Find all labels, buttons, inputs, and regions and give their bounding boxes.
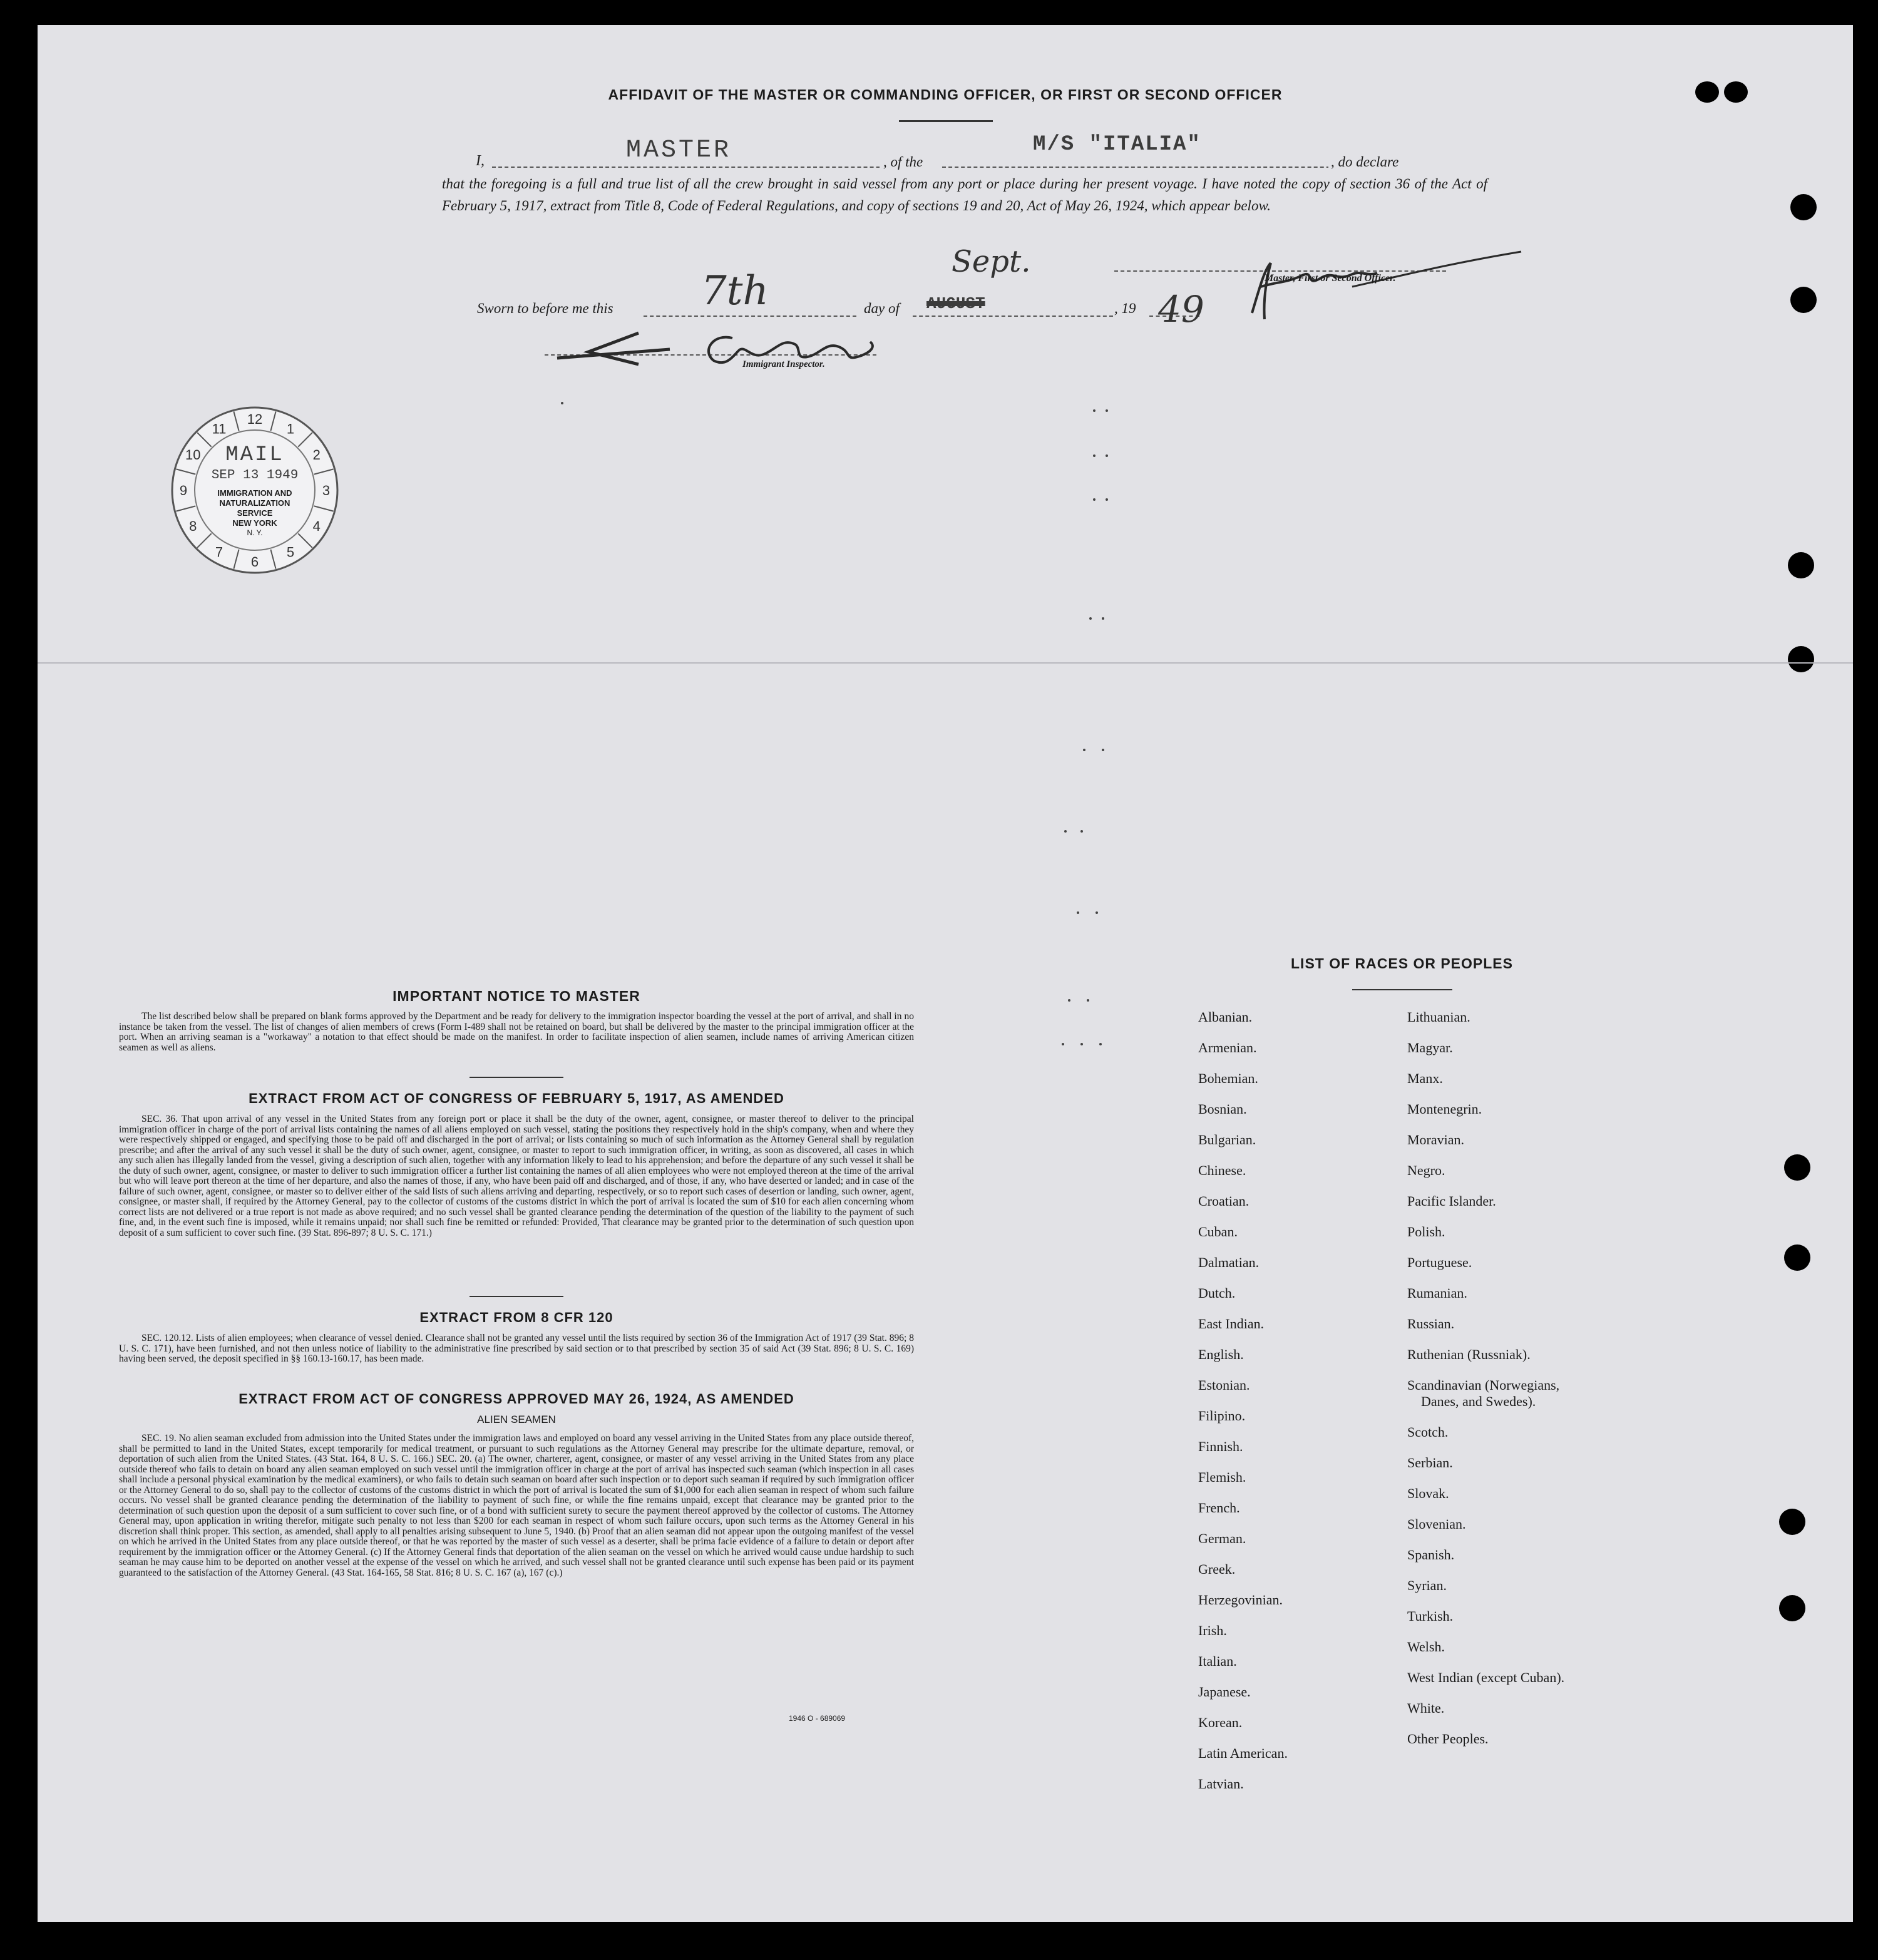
stamp-hour-label: 2: [312, 447, 321, 463]
officer-caption: Master, First or Second Officer.: [1265, 273, 1396, 284]
race-item: Moravian.: [1407, 1132, 1465, 1147]
race-item: Manx.: [1407, 1070, 1443, 1086]
race-item: Welsh.: [1407, 1639, 1445, 1655]
stamp-hour-label: 5: [286, 544, 295, 560]
month-struck: AUGUST: [926, 294, 985, 313]
race-item: Magyar.: [1407, 1040, 1453, 1055]
speck: [1093, 454, 1096, 457]
punch-hole: [1784, 1154, 1810, 1181]
race-item: Ruthenian (Russniak).: [1407, 1347, 1531, 1362]
sworn-label: Sworn to before me this: [477, 300, 613, 316]
race-item: Serbian.: [1407, 1455, 1453, 1470]
extract-1917-text: SEC. 36. That upon arrival of any vessel in the United States from any foreign port or place it shall be the duty of the owner, agent, consignee, or master thereof to deliver to the principal immigration officer in charge of the port of arrival lists containing the names of all aliens employed on such vessel, stating the positions they respectively hold in the ship's company, when and where they were respectively shipped or engaged, and specifying those to be paid off and discharged in the port of arrival; or lists containing so much of such information as the Attorney General shall by regulation prescribe; and after the arrival of any such vessel it shall be the duty of such owner, agent, consignee, or master to report to such immigration officer, in writing, as soon as discovered, all cases in which any such alien has illegally landed from the vessel, giving a description of such alien, together with any information likely to lead to his apprehension; and before the departure of any such vessel it shall be the duty of such owner, agent, consignee, or master to deliver to such immigration officer a further list containing the names of all alien employees who were not employed thereon at the time of the arrival but who will leave port thereon at the time of her departure, and also the names of those, if any, who have been paid off and discharged, and of those, if any, who have deserted or landed; and in case of the failure of such owner, agent, consignee, or master so to deliver either of the said lists of such aliens arriving and departing, respectively, or so to report such cases of desertion or landing, such owner, agent, consignee, or master shall, if required by the Attorney General, pay to the collector of customs of the customs district in which the port of arrival is located the sum of $10 for each alien concerning whom correct lists are not delivered or a true report is not made as above required; and no such vessel shall be granted clearance pending the determination of the question of the liability to the payment of such fine, and, in the event such fine is imposed, while it remains unpaid; nor shall such fine be remitted or refunded: Provided, That clearance may be granted prior to the determination of such question upon deposit of a sum sufficient to cover such fine. (39 Stat. 896-897; 8 U. S. C. 171.): [119, 1114, 914, 1238]
races-left-column: [1198, 1002, 1288, 1799]
stamp-hour-label: 10: [185, 447, 201, 463]
extract-1924-subheading: ALIEN SEAMEN: [477, 1414, 556, 1425]
race-item: Bulgarian.: [1198, 1132, 1256, 1147]
speck: [1106, 409, 1108, 412]
race-item: Polish.: [1407, 1224, 1445, 1239]
year-filled: 49: [1158, 288, 1204, 331]
race-item: East Indian.: [1198, 1316, 1265, 1331]
punch-hole: [1790, 287, 1817, 313]
heading-rule: [899, 120, 993, 122]
speck: [1068, 999, 1070, 1002]
form-page: [38, 25, 1853, 1922]
speck: [1102, 749, 1104, 751]
races-heading-rule: [1352, 989, 1452, 990]
race-item: Croatian.: [1198, 1193, 1249, 1209]
month-blank: [913, 316, 1113, 317]
extract-cfr-text: SEC. 120.12. Lists of alien employees; when clearance of vessel denied. Clearance shall not be granted any vessel until the lists required by section 36 of the Immigration Act of 1917 (39 Stat. 896; 8 U. S. C. 171), have been furnished, and not then unless notice of liability to the administrative fine prescribed by said section or to that prescribed by section 35 of said Act (39 Stat. 896; 8 U. S. C. 169) having been served, the deposit specified in §§ 160.13-160.17, has been made.: [119, 1333, 914, 1364]
stamp-agency-2: NATURALIZATION: [219, 498, 290, 508]
race-item: Portuguese.: [1407, 1255, 1472, 1270]
race-item: Scotch.: [1407, 1424, 1449, 1440]
stamp-hour-label: 12: [247, 411, 263, 427]
race-item: Scandinavian (Norwegians,: [1407, 1377, 1560, 1393]
race-item: English.: [1198, 1347, 1244, 1362]
stamp-hour-label: 6: [250, 554, 259, 570]
notice-text: The list described below shall be prepared on blank forms approved by the Department and be ready for delivery to the immigration inspector boarding the vessel at the port of arrival, and shall in no instance be taken from the vessel. The list of changes of alien members of crews (Form I-489 shall not be retained on board, but shall be delivered by the master to the principal immigration officer at the port. When an arriving seaman is a "workaway" a notation to that effect should be made on the manifest. In order to facilitate inspection of alien seamen, include names of arriving American citizen seamen as well as aliens.: [119, 1011, 914, 1053]
inspector-caption: Immigrant Inspector.: [742, 359, 825, 369]
race-item: Armenian.: [1198, 1040, 1257, 1055]
stamp-state: N. Y.: [247, 528, 263, 537]
race-item: Italian.: [1198, 1653, 1237, 1669]
race-item: French.: [1198, 1500, 1240, 1516]
race-item: Russian.: [1407, 1316, 1455, 1331]
stamp-mail: MAIL: [225, 443, 284, 467]
day-blank: [644, 316, 856, 317]
officer-signature: [1227, 238, 1534, 338]
extract-1924-text: SEC. 19. No alien seaman excluded from admission into the United States under the immigration laws and employed on board any vessel arriving in the United States from any place outside thereof, shall be permitted to land in the United States, except temporarily for medical treatment, or pursuant to such regulations as the Attorney General may prescribe for the ultimate departure, removal, or deportation of such alien from the United States. (43 Stat. 164, 8 U. S. C. 166.) SEC. 20. (a) The owner, charterer, agent, consignee, or master of any vessel arriving in the United States from any place outside thereof who fails to detain on board any alien seaman employed on such vessel until the immigration officer in charge at the port of arrival has inspected such seaman (which inspection in all cases shall include a personal physical examination by the medical examiners), or who fails to detain such seaman on board after such inspection or to deport such seaman if required by such immigration officer or the Attorney General to do so, shall pay to the collector of customs of the customs district in which the port of arrival is located the sum of $1,000 for each alien seaman in respect of whom such failure occurs. No vessel shall be granted clearance pending the determination of the liability to payment of such fine, or while the fine remains unpaid, except that clearance may be granted prior to the determination of such question upon the deposit of a sum sufficient to cover such fine, or of a bond with sufficient surety to secure the payment thereof approved by the collector of customs. The Attorney General may, upon application in writing therefor, mitigate such penalty to not less than $200 for each seaman in respect of whom such failure occurs, upon such terms as the Attorney General in his discretion shall think proper. This section, as amended, shall apply to all penalties arising subsequent to June 5, 1940. (b) Proof that an alien seaman did not appear upon the outgoing manifest of the vessel on which he arrived in the United States from any place outside thereof, or that he was reported by the master of such vessel as a deserter, shall be prima facie evidence of a failure to detain or deport after requirement by the immigration officer or the Attorney General. (c) If the Attorney General finds that deportation of the alien seaman on the vessel on which he arrived would cause undue hardship to such seaman he may cause him to be deported on another vessel at the expense of the vessel on which he arrived, and such vessel shall not be granted clearance until such expense has been paid or its payment guaranteed to the satisfaction of the Attorney General. (43 Stat. 164-165, 58 Stat. 816; 8 U. S. C. 167 (a), 167 (c).): [119, 1433, 914, 1578]
year-prefix: , 19: [1114, 300, 1136, 316]
officer-filled: MASTER: [626, 136, 732, 165]
i-label: I,: [476, 153, 485, 169]
race-item: Greek.: [1198, 1561, 1236, 1577]
race-item: Rumanian.: [1407, 1285, 1467, 1301]
speck: [1064, 830, 1067, 833]
race-item: Spanish.: [1407, 1547, 1455, 1562]
speck: [1106, 498, 1108, 501]
race-item: Herzegovinian.: [1198, 1592, 1283, 1608]
divider: [470, 1077, 563, 1078]
stamp-hour-label: 3: [322, 483, 331, 498]
race-item: Irish.: [1198, 1623, 1227, 1638]
stamp-date: SEP 13 1949: [211, 468, 299, 483]
extract-1917-heading: EXTRACT FROM ACT OF CONGRESS OF FEBRUARY 5, 1917, AS AMENDED: [249, 1090, 784, 1106]
day-filled: 7th: [701, 268, 769, 314]
speck: [1083, 749, 1085, 751]
punch-hole: [1788, 646, 1814, 672]
race-item: Chinese.: [1198, 1162, 1246, 1178]
vessel-filled: M/S "ITALIA": [1033, 133, 1201, 156]
speck: [1106, 454, 1108, 457]
stamp-agency-3: SERVICE: [237, 508, 273, 518]
month-filled: Sept.: [952, 244, 1031, 279]
race-item: Latvian.: [1198, 1776, 1244, 1792]
race-item: Pacific Islander.: [1407, 1193, 1496, 1209]
vessel-blank: [942, 167, 1349, 168]
speck: [1089, 617, 1092, 620]
speck: [1099, 1043, 1102, 1045]
speck: [1062, 1043, 1064, 1045]
race-item: Bosnian.: [1198, 1101, 1247, 1117]
races-right-column: [1407, 1002, 1564, 1754]
stamp-hour-label: 11: [212, 421, 227, 437]
race-item: Danes, and Swedes).: [1421, 1393, 1536, 1409]
race-item: Negro.: [1407, 1162, 1445, 1178]
race-item: Japanese.: [1198, 1684, 1251, 1700]
inspector-signature: [545, 319, 895, 376]
affidavit-heading: AFFIDAVIT OF THE MASTER OR COMMANDING OFFICER, OR FIRST OR SECOND OFFICER: [608, 86, 1283, 103]
stamp-hour-label: 8: [189, 518, 197, 534]
punch-hole: [1779, 1595, 1805, 1621]
race-item: Montenegrin.: [1407, 1101, 1482, 1117]
races-heading: LIST OF RACES OR PEOPLES: [1291, 955, 1513, 972]
race-item: Flemish.: [1198, 1469, 1246, 1485]
race-item: Latin American.: [1198, 1745, 1288, 1761]
race-item: Korean.: [1198, 1715, 1243, 1730]
notice-heading: IMPORTANT NOTICE TO MASTER: [393, 988, 640, 1004]
speck: [1093, 409, 1096, 412]
race-item: West Indian (except Cuban).: [1407, 1670, 1565, 1685]
speck: [1077, 911, 1079, 914]
race-item: Syrian.: [1407, 1578, 1447, 1593]
race-item: Turkish.: [1407, 1608, 1454, 1624]
speck: [1080, 830, 1083, 833]
race-item: Lithuanian.: [1407, 1009, 1470, 1025]
affidavit-body: that the foregoing is a full and true list of all the crew brought in said vessel from any port or place during her present voyage. I have noted the copy of section 36 of the Act of February 5, 1917, extract from Title 8, Code of Federal Regulations, and copy of sections 19 and 20, Act of May 26, 1924, which appear below.: [442, 176, 1487, 213]
race-item: Slovak.: [1407, 1485, 1449, 1501]
stamp-hour-label: 7: [215, 544, 223, 560]
speck: [1080, 1043, 1083, 1045]
race-item: White.: [1407, 1700, 1445, 1716]
stamp-hour-label: 4: [312, 518, 321, 534]
day-of-label: day of: [864, 300, 900, 316]
race-item: Dalmatian.: [1198, 1255, 1260, 1270]
punch-hole: [1784, 1244, 1810, 1271]
punch-hole: [1788, 552, 1814, 578]
speck: [1102, 617, 1104, 620]
race-item: Dutch.: [1198, 1285, 1236, 1301]
race-item: German.: [1198, 1531, 1246, 1546]
mail-received-stamp: [169, 404, 341, 576]
race-item: Cuban.: [1198, 1224, 1238, 1239]
extract-1924-heading: EXTRACT FROM ACT OF CONGRESS APPROVED MAY 26, 1924, AS AMENDED: [239, 1391, 794, 1407]
stamp-agency-1: IMMIGRATION AND: [217, 488, 292, 498]
stamp-hour-label: 9: [179, 483, 188, 498]
of-the-label: , of the: [880, 154, 923, 170]
speck: [1096, 911, 1098, 914]
speck: [1087, 999, 1089, 1002]
punch-hole: [1779, 1509, 1805, 1535]
race-item: Estonian.: [1198, 1377, 1250, 1393]
race-item: Bohemian.: [1198, 1070, 1258, 1086]
race-item: Albanian.: [1198, 1009, 1253, 1025]
fold-line: [38, 662, 1853, 664]
stamp-hour-label: 1: [286, 421, 295, 437]
print-code: 1946 O - 689069: [789, 1714, 846, 1723]
divider: [470, 1296, 563, 1297]
race-item: Filipino.: [1198, 1408, 1246, 1424]
race-item: Finnish.: [1198, 1439, 1243, 1454]
do-declare-label: , do declare: [1328, 154, 1398, 170]
race-item: Slovenian.: [1407, 1516, 1466, 1532]
stamp-city: NEW YORK: [232, 518, 277, 528]
extract-cfr-heading: EXTRACT FROM 8 CFR 120: [419, 1310, 613, 1325]
speck: [561, 402, 563, 404]
officer-blank: [492, 167, 918, 168]
race-item: Other Peoples.: [1407, 1731, 1489, 1747]
punch-hole: [1790, 194, 1817, 220]
speck: [1093, 498, 1096, 501]
